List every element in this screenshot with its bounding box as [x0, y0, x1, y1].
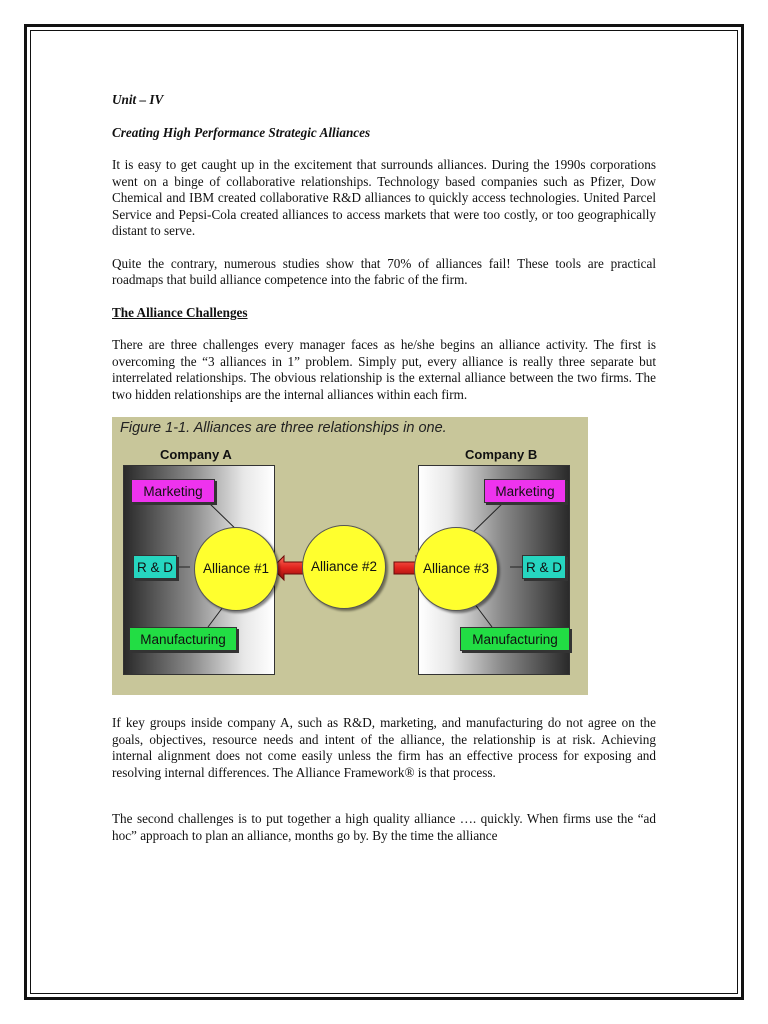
alliance-3-circle: Alliance #3	[414, 527, 498, 611]
company-b-marketing-box: Marketing	[484, 479, 566, 503]
paragraph-intro-2: Quite the contrary, numerous studies show that 70% of alliances fail! These tools are practical roadmaps that build alliance competence into the fabric of the firm.	[112, 255, 656, 287]
company-a-manufacturing-box: Manufacturing	[129, 627, 237, 651]
alliance-1-circle: Alliance #1	[194, 527, 278, 611]
company-b-manufacturing-box: Manufacturing	[460, 627, 570, 651]
document-body	[112, 92, 656, 860]
section-heading: The Alliance Challenges	[112, 304, 248, 320]
company-b-label: Company B	[465, 447, 538, 462]
paragraph-intro-1: It is easy to get caught up in the excitement that surrounds alliances. During the 1990s corporations went on a binge of collaborative relationships. Technology based companies such as Pfizer, Dow Chemical and IBM created collaborative R&D alliances to quickly access technologies. United Parcel Service and Pepsi-Cola created alliances to access markets that were too costly, or too geographically distant to serve.	[112, 157, 656, 238]
alliance-2-circle: Alliance #2	[302, 525, 386, 609]
unit-heading: Unit – IV	[112, 92, 164, 107]
figure-caption: Figure 1-1. Alliances are three relationships in one.	[120, 420, 447, 436]
company-b-rnd-box: R & D	[522, 555, 566, 579]
paragraph-after-1: If key groups inside company A, such as R&D, marketing, and manufacturing do not agree on the goals, objectives, resource needs and intent of the alliance, the relationship is at risk. Achieving internal alignment does not come easily unless the firm has an effective process for exposing and resolving internal differences. The Alliance Framework® is that process.	[112, 715, 656, 780]
paragraph-challenges: There are three challenges every manager faces as he/she begins an alliance activity. The first is overcoming the “3 alliances in 1” problem. Simply put, every alliance is really three separate but interrelated relationships. The obvious relationship is the external alliance between the two firms. The two hidden relationships are the internal alliances within each firm.	[112, 337, 656, 402]
company-a-label: Company A	[160, 447, 232, 462]
alliance-figure	[112, 417, 588, 695]
company-a-rnd-box: R & D	[133, 555, 177, 579]
company-a-marketing-box: Marketing	[131, 479, 215, 503]
paragraph-after-2: The second challenges is to put together a high quality alliance …. quickly. When firms use the “ad hoc” approach to plan an alliance, months go by. By the time the alliance	[112, 811, 656, 843]
document-title: Creating High Performance Strategic Alliances	[112, 124, 371, 140]
